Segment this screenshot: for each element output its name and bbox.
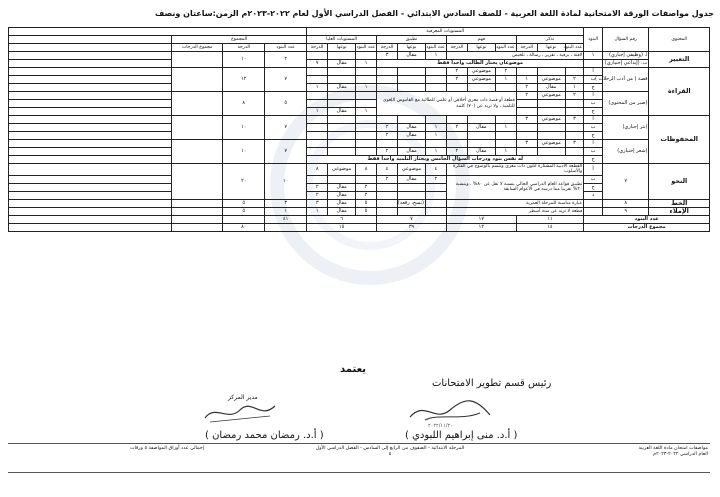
footer-left: إجمالي عدد أوراق المواصفة ٥ ورقات bbox=[130, 446, 205, 451]
spec-table: المحتوى رقم السؤال البنود المستويات المعرفية تذكر فهم تطبيق المستويات العليا المجموع عدد البنود نوعها الدرجة عدد البنود نوعها الدرجة عدد البنود نوعها الدرجة عدد البنود نوعها الدرجة عدد البنود الدرجة مجموع الدرجات التعبير أ. (وظيفي إجباري) ١ لافتة ، برقية ، تقرير ، رسالة ، تلخيص ١ مقال ٣ ٢ ١٠ ب. (إبداعي إختياري) موضوعان يختار الطالب واحداً فقط ١ مقال ٧ القراءة قصة ( من أدب الرحلات ) أ ٢ موضوعي ٢ ٧ ١٢ ب ٢ موضوعي ١ ١ موضوعي ٢ ج ١ مقال ٢ ١ مقال ١ (صبر من المحتوى) أ ٢ موضوعي ٢ قطعة أو قصة ذات مغزى أخلاقي أو علمي للطالبة مع القاموس اللغوي للتلميذ ، ولا تزيد عن (٧٠) كلمة ٥ ٨ ب ج ١ مقال ١ المحفوظات (نثر إجباري) أ ٣ موضوعي ٣ ٧ ١٠ ب ١ مقال ٢ ١ مقال ٢ ج ١ مقال ٢ (شعر إختياري) أ ٣ موضوعي ٣ ٧ ١٠ ب ١ مقال ٢ ١ مقال ٢ ج له نفس بنود ودرجات السؤال الخامس ويختار التلميذ واحداً فقط النحو ٧ أ القطعة الأدبية المشتارة لتلون ذات مغزى وتتسم بالوضوح في الفكرة والأسلوب ٤ موضوعي ٤ ٨ موضوعي ٨ ١٠ ٢٠ ب تطبيق قواعد العام الدراسي الحالي بنسبة لا تقل عن ٨٠% ، وبنسبة ٢٠% تقريبا مما درسه في الأعوام السابقة ٢ مقال ٢ ج ٢ مقال ٢ د ٢ مقال ٢ الخط ٨ عبارة مناسبة للمرحلة العمرية (نسخ، رقعة) ٥ مقال ٣ ٣ ٥ الإملاء ٩ قطعة لا تزيد عن ستة أسطر ٥ مقال ١ ١ ٥ عدد البنود ١١ ١٧ ٧ ٦ ٤١ مجموع الدرجات ١٤ ١٢ ٣٩ ١٥ ٨٠ bbox=[8, 27, 710, 232]
director-name: ( أ.د. رمضان محمد رمضان ) bbox=[205, 430, 324, 441]
director-label: مدير المركز bbox=[228, 394, 258, 401]
footer-rule-bottom bbox=[8, 472, 710, 473]
section-expression: التعبير bbox=[649, 52, 710, 68]
page-title: جدول مواصفات الورقة الامتحانية لمادة اللغة العربية - للصف السادس الابتدائي - الفصل الدراسي الأول لعام ٢٠٢٢-٢٠٢٣م الزمن:ساعتان ونصف bbox=[154, 9, 714, 18]
hdr-higher: المستويات العليا bbox=[307, 36, 377, 44]
section-dictation: الإملاء bbox=[649, 207, 710, 215]
footer-middle: المرحلة الابتدائية - الصفوف من الرابع إلى السادس - الفصل الدراسي الأول ٥ bbox=[270, 446, 510, 472]
hdr-domain: المحتوى bbox=[649, 28, 710, 52]
hdr-apply: تطبيق bbox=[377, 36, 447, 44]
footer-right: مواصفات امتحان مادة اللغة العربية العام الدراسي ٢٠٢٢-٢٠٢٣م bbox=[638, 446, 708, 457]
hdr-qnum: رقم السؤال bbox=[602, 28, 649, 52]
approval-label: يعتمد bbox=[340, 364, 366, 375]
section-memorized: المحفوظات bbox=[649, 116, 710, 164]
section-handwriting: الخط bbox=[649, 199, 710, 207]
director-signature bbox=[200, 400, 280, 426]
section-grammar: النحو bbox=[649, 164, 710, 200]
hdr-understand: فهم bbox=[446, 36, 516, 44]
head-of-dept-label: رئيس قسم تطوير الامتحانات bbox=[432, 378, 552, 389]
head-of-dept-name: ( أ.د. منى إبراهيم اللبودي ) bbox=[405, 430, 518, 441]
head-signature bbox=[405, 395, 495, 425]
footer-rule bbox=[8, 443, 710, 444]
stamp-date: ٢٠٢٢/١١/٢٠ bbox=[428, 423, 453, 429]
page-number: ٥ bbox=[388, 452, 392, 457]
hdr-items: البنود bbox=[584, 28, 603, 52]
hdr-total: المجموع bbox=[172, 36, 307, 44]
hdr-remember: تذكر bbox=[516, 36, 584, 44]
section-reading: القراءة bbox=[649, 68, 710, 116]
hdr-cog-levels: المستويات المعرفية bbox=[307, 28, 584, 36]
